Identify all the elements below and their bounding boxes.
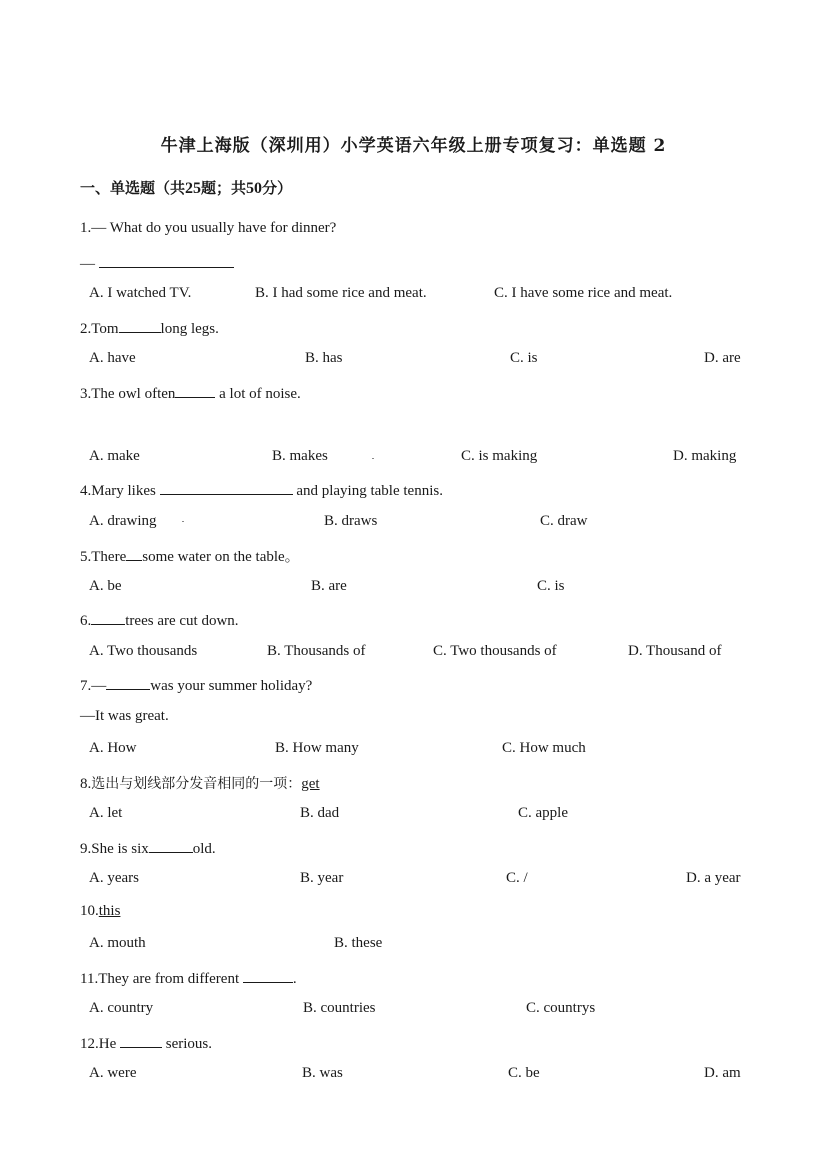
section-mid: 题；共 [201, 179, 247, 197]
option-b: B. draws [324, 513, 378, 529]
stem-pre: They are from different [98, 971, 243, 987]
stray-mark [182, 521, 184, 522]
option-a: A. have [89, 350, 136, 366]
option-b: B. was [302, 1065, 343, 1081]
option-a: A. make [89, 448, 140, 464]
question-stem: — What do you usually have for dinner? [91, 220, 337, 236]
option-a: A. I watched TV. [89, 285, 192, 301]
option-c: C. How much [502, 740, 586, 756]
question-2 [80, 318, 219, 338]
stem-pre: Tom [91, 321, 119, 337]
option-b: B. has [305, 350, 343, 366]
question-number: 8. [80, 776, 92, 792]
stem-pre: There [91, 549, 127, 565]
option-b: B. How many [275, 740, 359, 756]
answer-blank [106, 675, 150, 690]
option-d: D. a year [686, 870, 741, 886]
target-word: get [301, 776, 320, 792]
stem-post: long legs. [160, 321, 219, 337]
stem-pre: He [98, 1036, 120, 1052]
option-a: A. mouth [89, 935, 146, 951]
option-b: B. makes [272, 448, 328, 464]
stem-pre: The owl often [91, 386, 176, 402]
option-a: A. Two thousands [89, 643, 198, 659]
question-11 [80, 968, 297, 988]
question-7 [80, 675, 312, 695]
total-score: 50 [246, 180, 263, 197]
question-6 [80, 610, 239, 630]
option-a: A. How [89, 740, 137, 756]
section-suffix: 分） [262, 179, 293, 197]
answer-blank [91, 610, 125, 625]
question-number: 10. [80, 903, 99, 919]
question-number: 9. [80, 841, 92, 857]
question-number: 11. [80, 971, 99, 987]
question-12 [80, 1033, 212, 1053]
answer-blank [119, 318, 161, 333]
stem-post: serious. [162, 1036, 212, 1052]
option-c: C. I have some rice and meat. [494, 285, 673, 301]
answer-blank [149, 838, 193, 853]
answer-blank [175, 383, 215, 398]
option-a: A. country [89, 1000, 154, 1016]
question-number: 2. [80, 321, 92, 337]
target-word: this [98, 903, 121, 919]
option-b: B. I had some rice and meat. [255, 285, 427, 301]
option-a: A. were [89, 1065, 137, 1081]
stem-post: and playing table tennis. [292, 483, 443, 499]
option-d: D. making [673, 448, 737, 464]
question-5 [80, 545, 300, 566]
answer-blank [120, 1033, 162, 1048]
answer-blank [160, 480, 293, 495]
section-heading [80, 177, 292, 198]
question-4 [80, 480, 443, 500]
option-c: C. apple [518, 805, 568, 821]
option-b: B. countries [303, 1000, 376, 1016]
stem-pre: Mary likes [91, 483, 160, 499]
question-number: 6. [80, 613, 92, 629]
option-a: A. years [89, 870, 139, 886]
option-a: A. drawing [89, 513, 157, 529]
question-7-reply: —It was great. [80, 708, 169, 724]
option-d: D. are [704, 350, 741, 366]
section-prefix: 一、单选题（共 [80, 179, 186, 197]
answer-blank [99, 253, 234, 268]
option-b: B. year [300, 870, 344, 886]
answer-blank [243, 968, 293, 983]
stem-post: some water on the table。 [142, 549, 300, 565]
question-number: 12. [80, 1036, 99, 1052]
option-b: B. dad [300, 805, 340, 821]
stem-pre: — [91, 678, 107, 694]
option-c: C. is making [461, 448, 538, 464]
stem-pre: 选出与划线部分发音相同的一项： [91, 776, 302, 792]
dash: — [80, 256, 95, 272]
answer-blank [126, 546, 142, 561]
option-a: A. be [89, 578, 122, 594]
option-b: B. Thousands of [267, 643, 366, 659]
question-8 [80, 773, 320, 793]
question-count: 25 [185, 180, 202, 197]
option-c: C. countrys [526, 1000, 596, 1016]
stem-post: a lot of noise. [215, 386, 301, 402]
question-1-answer-line [80, 253, 234, 273]
question-9 [80, 838, 216, 858]
stray-mark [372, 458, 374, 459]
stem-post: was your summer holiday? [150, 678, 313, 694]
stem-post: trees are cut down. [125, 613, 239, 629]
question-number: 1. [80, 220, 92, 236]
option-c: C. Two thousands of [433, 643, 557, 659]
question-number: 7. [80, 678, 92, 694]
stem-post: . [292, 971, 297, 987]
question-number: 3. [80, 386, 92, 402]
question-number: 4. [80, 483, 92, 499]
option-a: A. let [89, 805, 123, 821]
option-c: C. / [506, 870, 528, 886]
stem-pre: She is six [91, 841, 149, 857]
option-c: C. be [508, 1065, 540, 1081]
question-10 [80, 903, 120, 920]
option-c: C. is [510, 350, 538, 366]
option-b: B. are [311, 578, 347, 594]
option-b: B. these [334, 935, 383, 951]
option-d: D. am [704, 1065, 741, 1081]
question-number: 5. [80, 549, 92, 565]
option-d: D. Thousand of [628, 643, 722, 659]
option-c: C. is [537, 578, 565, 594]
option-c: C. draw [540, 513, 588, 529]
stem-post: old. [192, 841, 216, 857]
question-3 [80, 383, 301, 403]
page-title: 牛津上海版（深圳用）小学英语六年级上册专项复习：单选题 2 [160, 136, 667, 156]
question-1 [80, 220, 336, 237]
